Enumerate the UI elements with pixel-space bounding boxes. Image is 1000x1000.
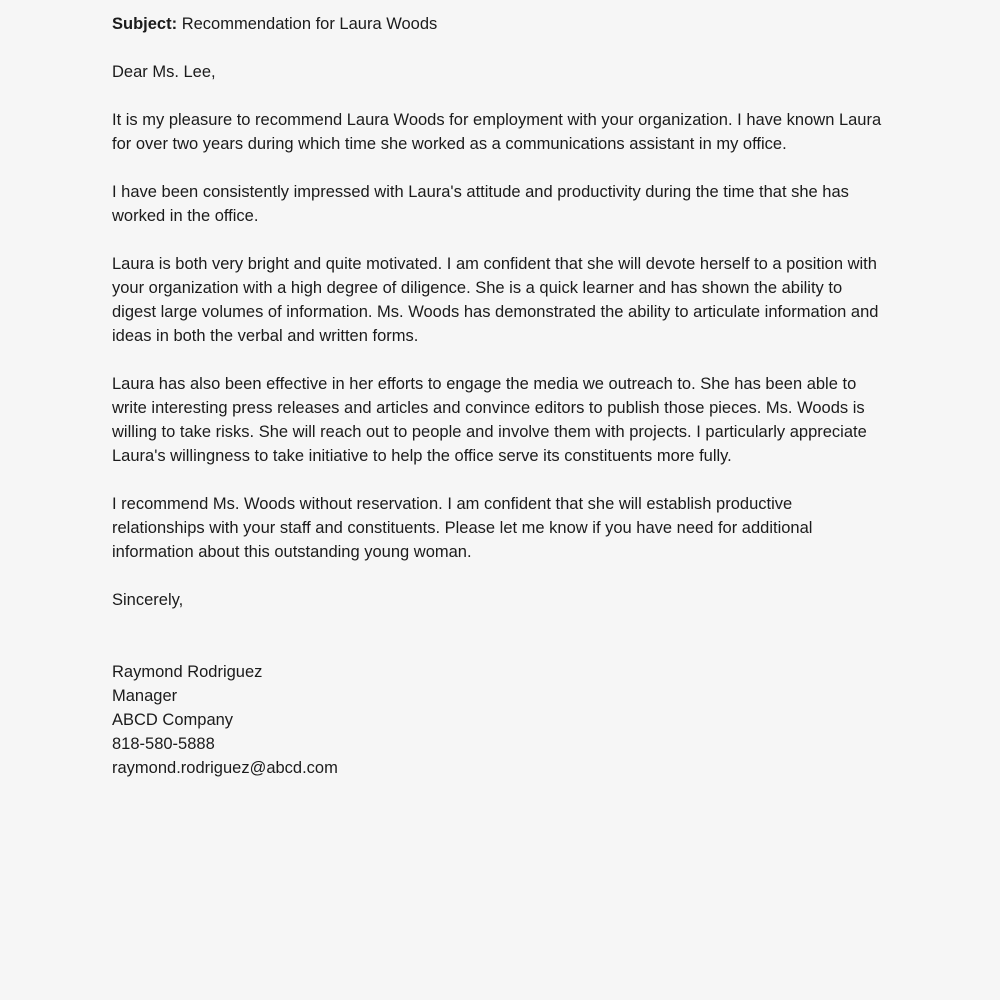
signature-phone: 818-580-5888 [112, 735, 215, 753]
paragraph-2: I have been consistently impressed with Laura's attitude and productivity during the time that she has worked in the office. [112, 183, 849, 225]
subject-value: Recommendation for Laura Woods [181, 15, 438, 33]
greeting: Dear Ms. Lee, [112, 63, 216, 81]
signature-email: raymond.rodriguez@abcd.com [112, 759, 338, 777]
subject-label: Subject: [112, 15, 178, 33]
signature-block [112, 660, 882, 780]
paragraph-4: Laura has also been effective in her efforts to engage the media we outreach to. She has been able to write interesting press releases and articles and convince editors to publish those pieces. Ms. Woods is willing to take risks. She will reach out to people and involve them with projects. I particularly appreciate Laura's willingness to take initiative to help the office serve its constituents more fully. [112, 375, 867, 465]
paragraph-3: Laura is both very bright and quite motivated. I am confident that she will devote herself to a position with your organization with a high degree of diligence. She is a quick learner and has shown the ability to digest large volumes of information. Ms. Woods has demonstrated the ability to articulate information and ideas in both the verbal and written forms. [112, 255, 879, 345]
paragraph-5: I recommend Ms. Woods without reservation. I am confident that she will establish productive relationships with your staff and constituents. Please let me know if you have need for additional information about this outstanding young woman. [112, 495, 813, 561]
closing: Sincerely, [112, 591, 184, 609]
subject-line [112, 12, 882, 36]
signature-name: Raymond Rodriguez [112, 663, 263, 681]
signature-company: ABCD Company [112, 711, 234, 729]
signature-title: Manager [112, 687, 178, 705]
paragraph-1: It is my pleasure to recommend Laura Woods for employment with your organization. I have known Laura for over two years during which time she worked as a communications assistant in my office. [112, 111, 882, 153]
